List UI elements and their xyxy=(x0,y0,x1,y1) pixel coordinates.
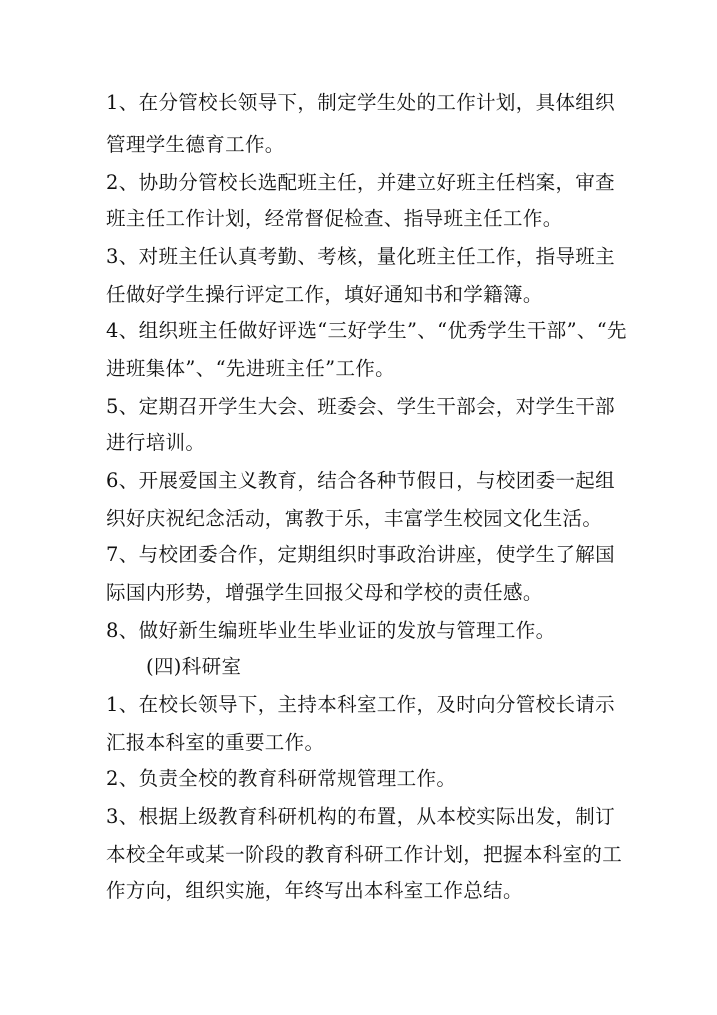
text-line: 8、做好新生编班毕业生毕业证的发放与管理工作。 xyxy=(106,619,556,642)
text-line: 7、与校团委合作，定期组织时事政治讲座，使学生了解国 xyxy=(106,543,616,566)
text-line: 进班集体”、“先进班主任”工作。 xyxy=(106,357,396,380)
text-line: 班主任工作计划，经常督促检查、指导班主任工作。 xyxy=(106,207,563,230)
text-line: 2、协助分管校长选配班主任，并建立好班主任档案，审查 xyxy=(106,171,616,194)
text-line: 进行培训。 xyxy=(106,431,206,454)
text-line: 本校全年或某一阶段的教育科研工作计划，把握本科室的工 xyxy=(106,843,623,866)
text-line: 5、定期召开学生大会、班委会、学生干部会，对学生干部 xyxy=(106,395,616,418)
section-heading: (四)科研室 xyxy=(146,655,242,678)
text-line: 3、根据上级教育科研机构的布置，从本校实际出发，制订 xyxy=(106,805,616,828)
text-line: 1、在分管校长领导下，制定学生处的工作计划，具体组织 xyxy=(106,91,616,114)
text-line: 织好庆祝纪念活动，寓教于乐，丰富学生校园文化生活。 xyxy=(106,507,603,530)
text-line: 管理学生德育工作。 xyxy=(106,133,285,156)
text-line: 6、开展爱国主义教育，结合各种节假日，与校团委一起组 xyxy=(106,469,616,492)
text-line: 4、组织班主任做好评选“三好学生”、“优秀学生干部”、“先 xyxy=(106,319,627,342)
text-line: 作方向，组织实施，年终写出本科室工作总结。 xyxy=(106,879,523,902)
text-line: 3、对班主任认真考勤、考核，量化班主任工作，指导班主 xyxy=(106,245,616,268)
text-line: 任做好学生操行评定工作，填好通知书和学籍簿。 xyxy=(106,283,543,306)
text-line: 2、负责全校的教育科研常规管理工作。 xyxy=(106,767,457,790)
text-line: 1、在校长领导下，主持本科室工作，及时向分管校长请示 xyxy=(106,693,616,716)
text-line: 汇报本科室的重要工作。 xyxy=(106,731,325,754)
text-line: 际国内形势，增强学生回报父母和学校的责任感。 xyxy=(106,581,543,604)
